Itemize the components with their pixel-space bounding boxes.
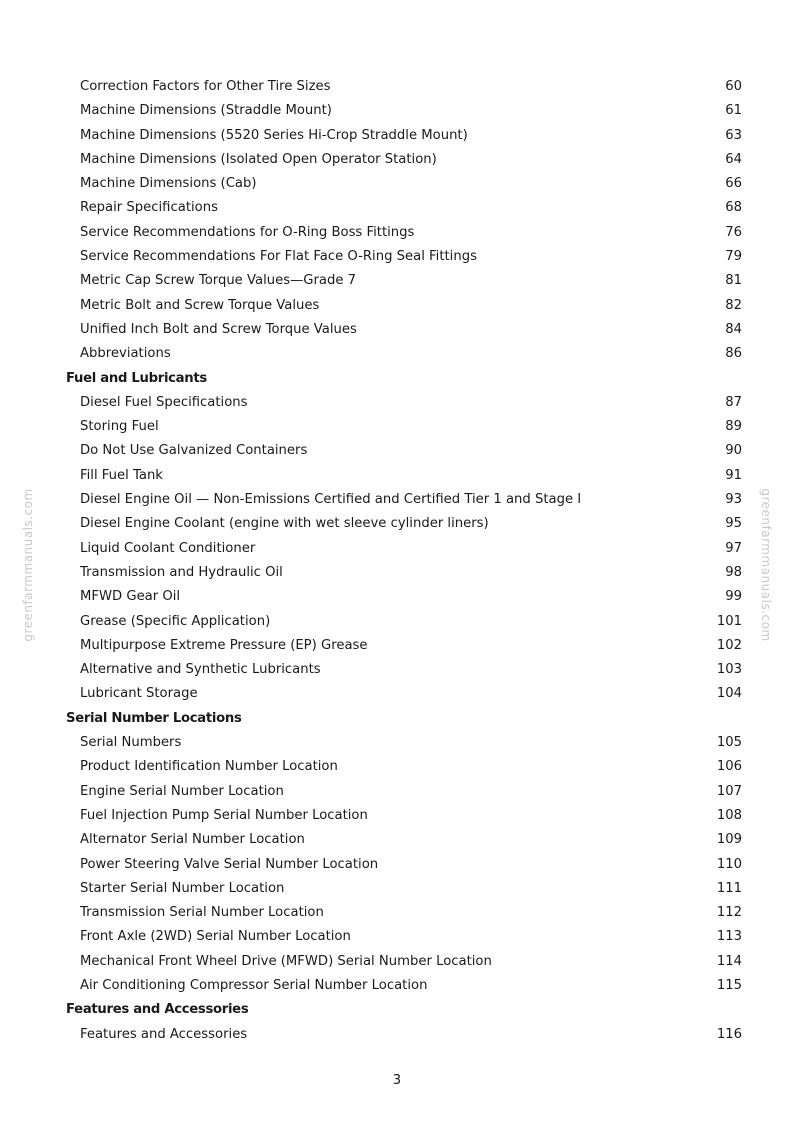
entry-title: Mechanical Front Wheel Drive (MFWD) Serial Number Location <box>80 953 492 969</box>
entry-title: Unified Inch Bolt and Screw Torque Values <box>80 321 357 337</box>
toc-section-heading <box>0 707 794 731</box>
toc-entry[interactable] <box>0 148 794 172</box>
toc-entry[interactable] <box>0 804 794 828</box>
entry-page-number: 81 <box>725 273 742 289</box>
entry-page-number: 106 <box>716 759 742 775</box>
entry-page-number: 82 <box>725 297 742 313</box>
entry-page-number: 99 <box>725 589 742 605</box>
entry-title: Abbreviations <box>80 346 171 362</box>
entry-title: Fill Fuel Tank <box>80 467 163 483</box>
entry-title: Diesel Engine Oil — Non-Emissions Certified and Certified Tier 1 and Stage I <box>80 492 582 508</box>
entry-page-number: 86 <box>725 346 742 362</box>
section-title: Fuel and Lubricants <box>66 370 207 386</box>
entry-page-number: 89 <box>725 419 742 435</box>
entry-title: Machine Dimensions (Cab) <box>80 176 257 192</box>
entry-page-number: 76 <box>725 224 742 240</box>
toc-entry[interactable] <box>0 172 794 196</box>
toc-entry[interactable] <box>0 537 794 561</box>
entry-page-number: 91 <box>725 467 742 483</box>
entry-page-number: 87 <box>725 394 742 410</box>
entry-page-number: 84 <box>725 321 742 337</box>
entry-title: Storing Fuel <box>80 419 159 435</box>
toc-entry[interactable] <box>0 974 794 998</box>
entry-title: Correction Factors for Other Tire Sizes <box>80 79 331 94</box>
entry-page-number: 63 <box>725 127 742 143</box>
toc-entry[interactable] <box>0 342 794 366</box>
toc-section-heading <box>0 998 794 1022</box>
entry-title: Multipurpose Extreme Pressure (EP) Grease <box>80 637 368 653</box>
entry-page-number: 114 <box>716 953 742 969</box>
toc-entry[interactable] <box>0 439 794 463</box>
toc-entry[interactable] <box>0 658 794 682</box>
toc-entry[interactable] <box>0 294 794 318</box>
section-title: Features and Accessories <box>66 1002 249 1018</box>
entry-title: Repair Specifications <box>80 200 218 216</box>
entry-page-number: 105 <box>716 735 742 751</box>
toc-entry[interactable] <box>0 221 794 245</box>
entry-page-number: 111 <box>716 880 742 896</box>
watermark-left: greenfarmmanuals.com <box>21 488 35 642</box>
watermark-right: greenfarmmanuals.com <box>759 488 773 642</box>
entry-title: MFWD Gear Oil <box>80 589 181 605</box>
toc-entry[interactable] <box>0 245 794 269</box>
entry-page-number: 109 <box>716 832 742 848</box>
entry-title: Front Axle (2WD) Serial Number Location <box>80 929 351 945</box>
entry-title: Service Recommendations For Flat Face O-Ring Seal Fittings <box>80 249 477 265</box>
toc-entry[interactable] <box>0 318 794 342</box>
entry-title: Features and Accessories <box>80 1026 248 1042</box>
entry-title: Alternative and Synthetic Lubricants <box>80 662 321 678</box>
toc-section-heading <box>0 367 794 391</box>
table-of-contents <box>0 75 794 1047</box>
toc-entry[interactable] <box>0 269 794 293</box>
toc-entry[interactable] <box>0 1023 794 1047</box>
toc-entry[interactable] <box>0 877 794 901</box>
entry-title: Machine Dimensions (Straddle Mount) <box>80 103 332 119</box>
toc-entry[interactable] <box>0 464 794 488</box>
entry-title: Liquid Coolant Conditioner <box>80 540 256 556</box>
entry-page-number: 108 <box>716 807 742 823</box>
entry-title: Product Identification Number Location <box>80 759 338 775</box>
entry-page-number: 116 <box>716 1026 742 1042</box>
entry-title: Service Recommendations for O-Ring Boss Fittings <box>80 224 415 240</box>
entry-page-number: 113 <box>716 929 742 945</box>
entry-title: Power Steering Valve Serial Number Location <box>80 856 379 872</box>
entry-title: Machine Dimensions (Isolated Open Operator Station) <box>80 151 437 167</box>
page-number: 3 <box>392 1073 402 1088</box>
entry-page-number: 112 <box>716 905 742 921</box>
toc-entry[interactable] <box>0 731 794 755</box>
entry-page-number: 98 <box>725 564 742 580</box>
toc-entry[interactable] <box>0 610 794 634</box>
entry-page-number: 61 <box>725 103 742 119</box>
entry-page-number: 66 <box>725 176 742 192</box>
entry-title: Starter Serial Number Location <box>80 880 285 896</box>
toc-entry[interactable] <box>0 755 794 779</box>
toc-entry[interactable] <box>0 99 794 123</box>
entry-title: Grease (Specific Application) <box>80 613 271 629</box>
toc-entry[interactable] <box>0 415 794 439</box>
toc-entry[interactable] <box>0 124 794 148</box>
entry-page-number: 97 <box>725 540 742 556</box>
toc-entry[interactable] <box>0 391 794 415</box>
toc-entry[interactable] <box>0 853 794 877</box>
entry-page-number: 90 <box>725 443 742 459</box>
toc-entry[interactable] <box>0 828 794 852</box>
entry-title: Engine Serial Number Location <box>80 783 284 799</box>
entry-title: Fuel Injection Pump Serial Number Location <box>80 807 368 823</box>
entry-page-number: 110 <box>716 856 742 872</box>
toc-entry[interactable] <box>0 682 794 706</box>
toc-entry[interactable] <box>0 561 794 585</box>
entry-page-number: 107 <box>716 783 742 799</box>
entry-page-number: 103 <box>716 662 742 678</box>
section-title: Serial Number Locations <box>66 710 242 726</box>
entry-page-number: 79 <box>725 249 742 265</box>
entry-title: Metric Bolt and Screw Torque Values <box>80 297 320 313</box>
toc-entry[interactable] <box>0 901 794 925</box>
entry-page-number: 102 <box>716 637 742 653</box>
entry-title: Serial Numbers <box>80 735 182 751</box>
entry-page-number: 101 <box>716 613 742 629</box>
entry-title: Do Not Use Galvanized Containers <box>80 443 308 459</box>
entry-title: Lubricant Storage <box>80 686 198 702</box>
toc-entry[interactable] <box>0 925 794 949</box>
entry-page-number: 93 <box>725 492 742 508</box>
toc-entry[interactable] <box>0 634 794 658</box>
entry-page-number: 95 <box>725 516 742 532</box>
entry-page-number: 68 <box>725 200 742 216</box>
toc-entry[interactable] <box>0 488 794 512</box>
toc-entry[interactable] <box>0 950 794 974</box>
entry-title: Diesel Engine Coolant (engine with wet sleeve cylinder liners) <box>80 516 489 532</box>
entry-title: Alternator Serial Number Location <box>80 832 305 848</box>
entry-title: Diesel Fuel Specifications <box>80 394 248 410</box>
toc-entry[interactable] <box>0 75 794 99</box>
entry-title: Transmission Serial Number Location <box>80 905 324 921</box>
entry-page-number: 115 <box>716 977 742 993</box>
entry-title: Air Conditioning Compressor Serial Number Location <box>80 977 428 993</box>
entry-title: Machine Dimensions (5520 Series Hi-Crop Straddle Mount) <box>80 127 468 143</box>
entry-page-number: 104 <box>716 686 742 702</box>
entry-page-number: 64 <box>725 151 742 167</box>
toc-entry[interactable] <box>0 512 794 536</box>
entry-title: Transmission and Hydraulic Oil <box>80 564 283 580</box>
toc-entry[interactable] <box>0 780 794 804</box>
entry-title: Metric Cap Screw Torque Values—Grade 7 <box>80 273 357 289</box>
toc-entry[interactable] <box>0 196 794 220</box>
entry-page-number: 60 <box>725 79 742 94</box>
toc-entry[interactable] <box>0 585 794 609</box>
